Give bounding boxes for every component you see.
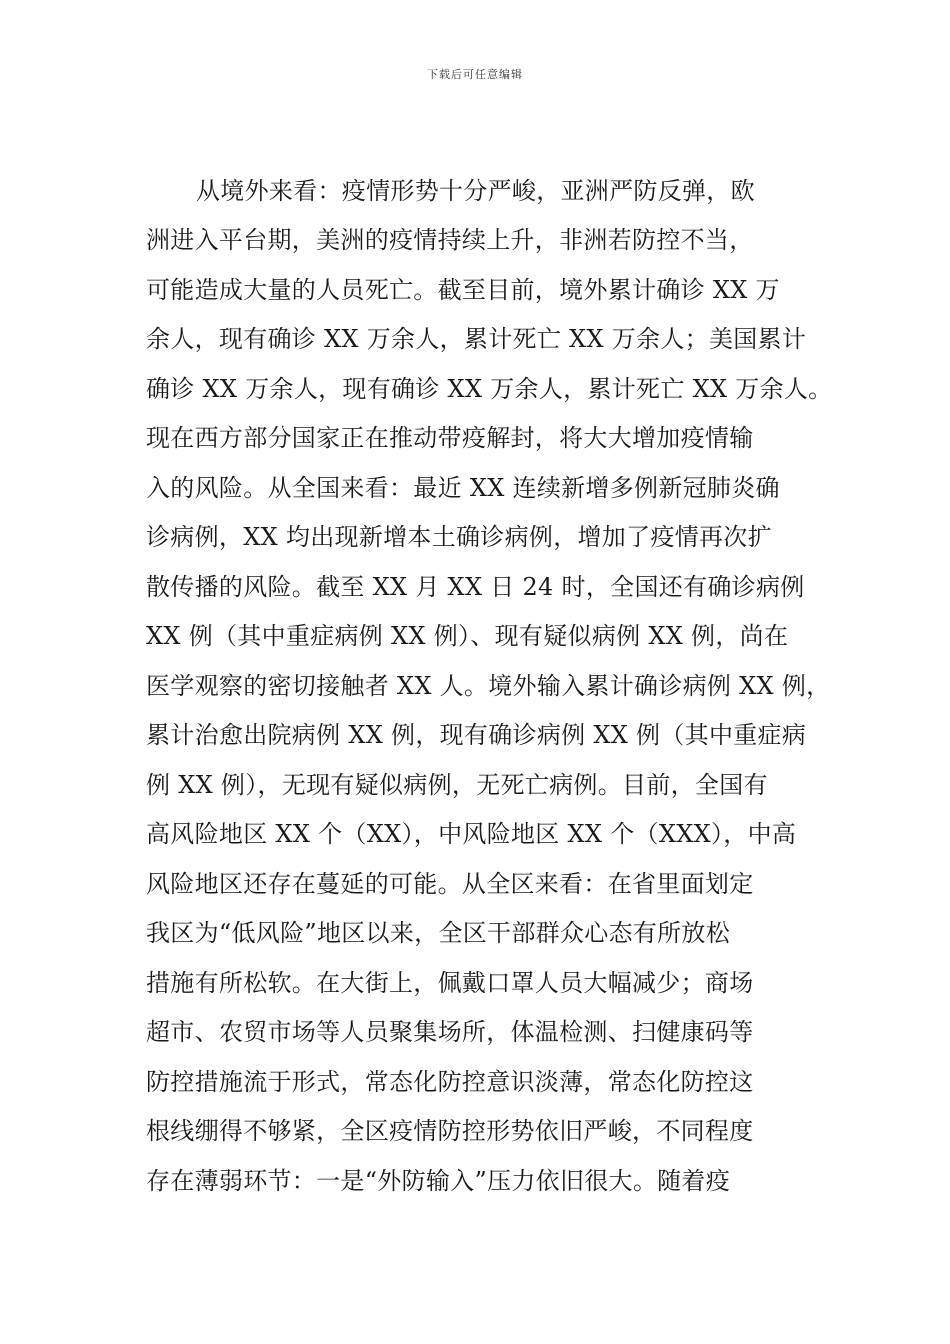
text-line: XX 例（其中重症病例 XX 例）、现有疑似病例 XX 例，尚在 <box>146 622 789 650</box>
text-line: 累计治愈出院病例 XX 例，现有确诊病例 XX 例（其中重症病 <box>146 721 807 749</box>
text-line: 高风险地区 XX 个（XX），中风险地区 XX 个（XXX），中高 <box>146 820 797 848</box>
text-line: 医学观察的密切接触者 XX 人。境外输入累计确诊病例 XX 例， <box>146 672 831 700</box>
text-line: 措施有所松软。在大街上，佩戴口罩人员大幅减少；商场 <box>146 969 754 997</box>
text-line: 入的风险。从全国来看：最近 XX 连续新增多例新冠肺炎确 <box>146 474 780 502</box>
text-line: 现在西方部分国家正在推动带疫解封，将大大增加疫情输 <box>146 424 754 452</box>
text-line: 例 XX 例），无现有疑似病例，无死亡病例。目前，全国有 <box>146 771 768 799</box>
text-line: 余人，现有确诊 XX 万余人，累计死亡 XX 万余人；美国累计 <box>146 325 807 353</box>
text-line: 风险地区还存在蔓延的可能。从全区来看：在省里面划定 <box>146 870 754 898</box>
text-line: 确诊 XX 万余人，现有确诊 XX 万余人，累计死亡 XX 万余人。 <box>146 375 833 403</box>
text-line: 根线绷得不够紧，全区疫情防控形势依旧严峻，不同程度 <box>146 1117 754 1145</box>
text-line: 可能造成大量的人员死亡。截至目前，境外累计确诊 XX 万 <box>146 276 780 304</box>
text-line: 超市、农贸市场等人员聚集场所，体温检测、扫健康码等 <box>146 1018 754 1046</box>
text-line: 诊病例，XX 均出现新增本土确诊病例，增加了疫情再次扩 <box>146 523 772 551</box>
text-line: 从境外来看：疫情形势十分严峻，亚洲严防反弹，欧 <box>196 177 755 205</box>
text-line: 防控措施流于形式，常态化防控意识淡薄，常态化防控这 <box>146 1068 754 1096</box>
page-header: 下载后可任意编辑 <box>427 68 523 81</box>
text-line: 我区为“低风险”地区以来，全区干部群众心态有所放松 <box>146 919 731 947</box>
text-line: 存在薄弱环节：一是“外防输入”压力依旧很大。随着疫 <box>146 1167 731 1195</box>
text-line: 洲进入平台期，美洲的疫情持续上升，非洲若防控不当， <box>146 226 754 254</box>
text-line: 散传播的风险。截至 XX 月 XX 日 24 时，全国还有确诊病例 <box>146 573 805 601</box>
